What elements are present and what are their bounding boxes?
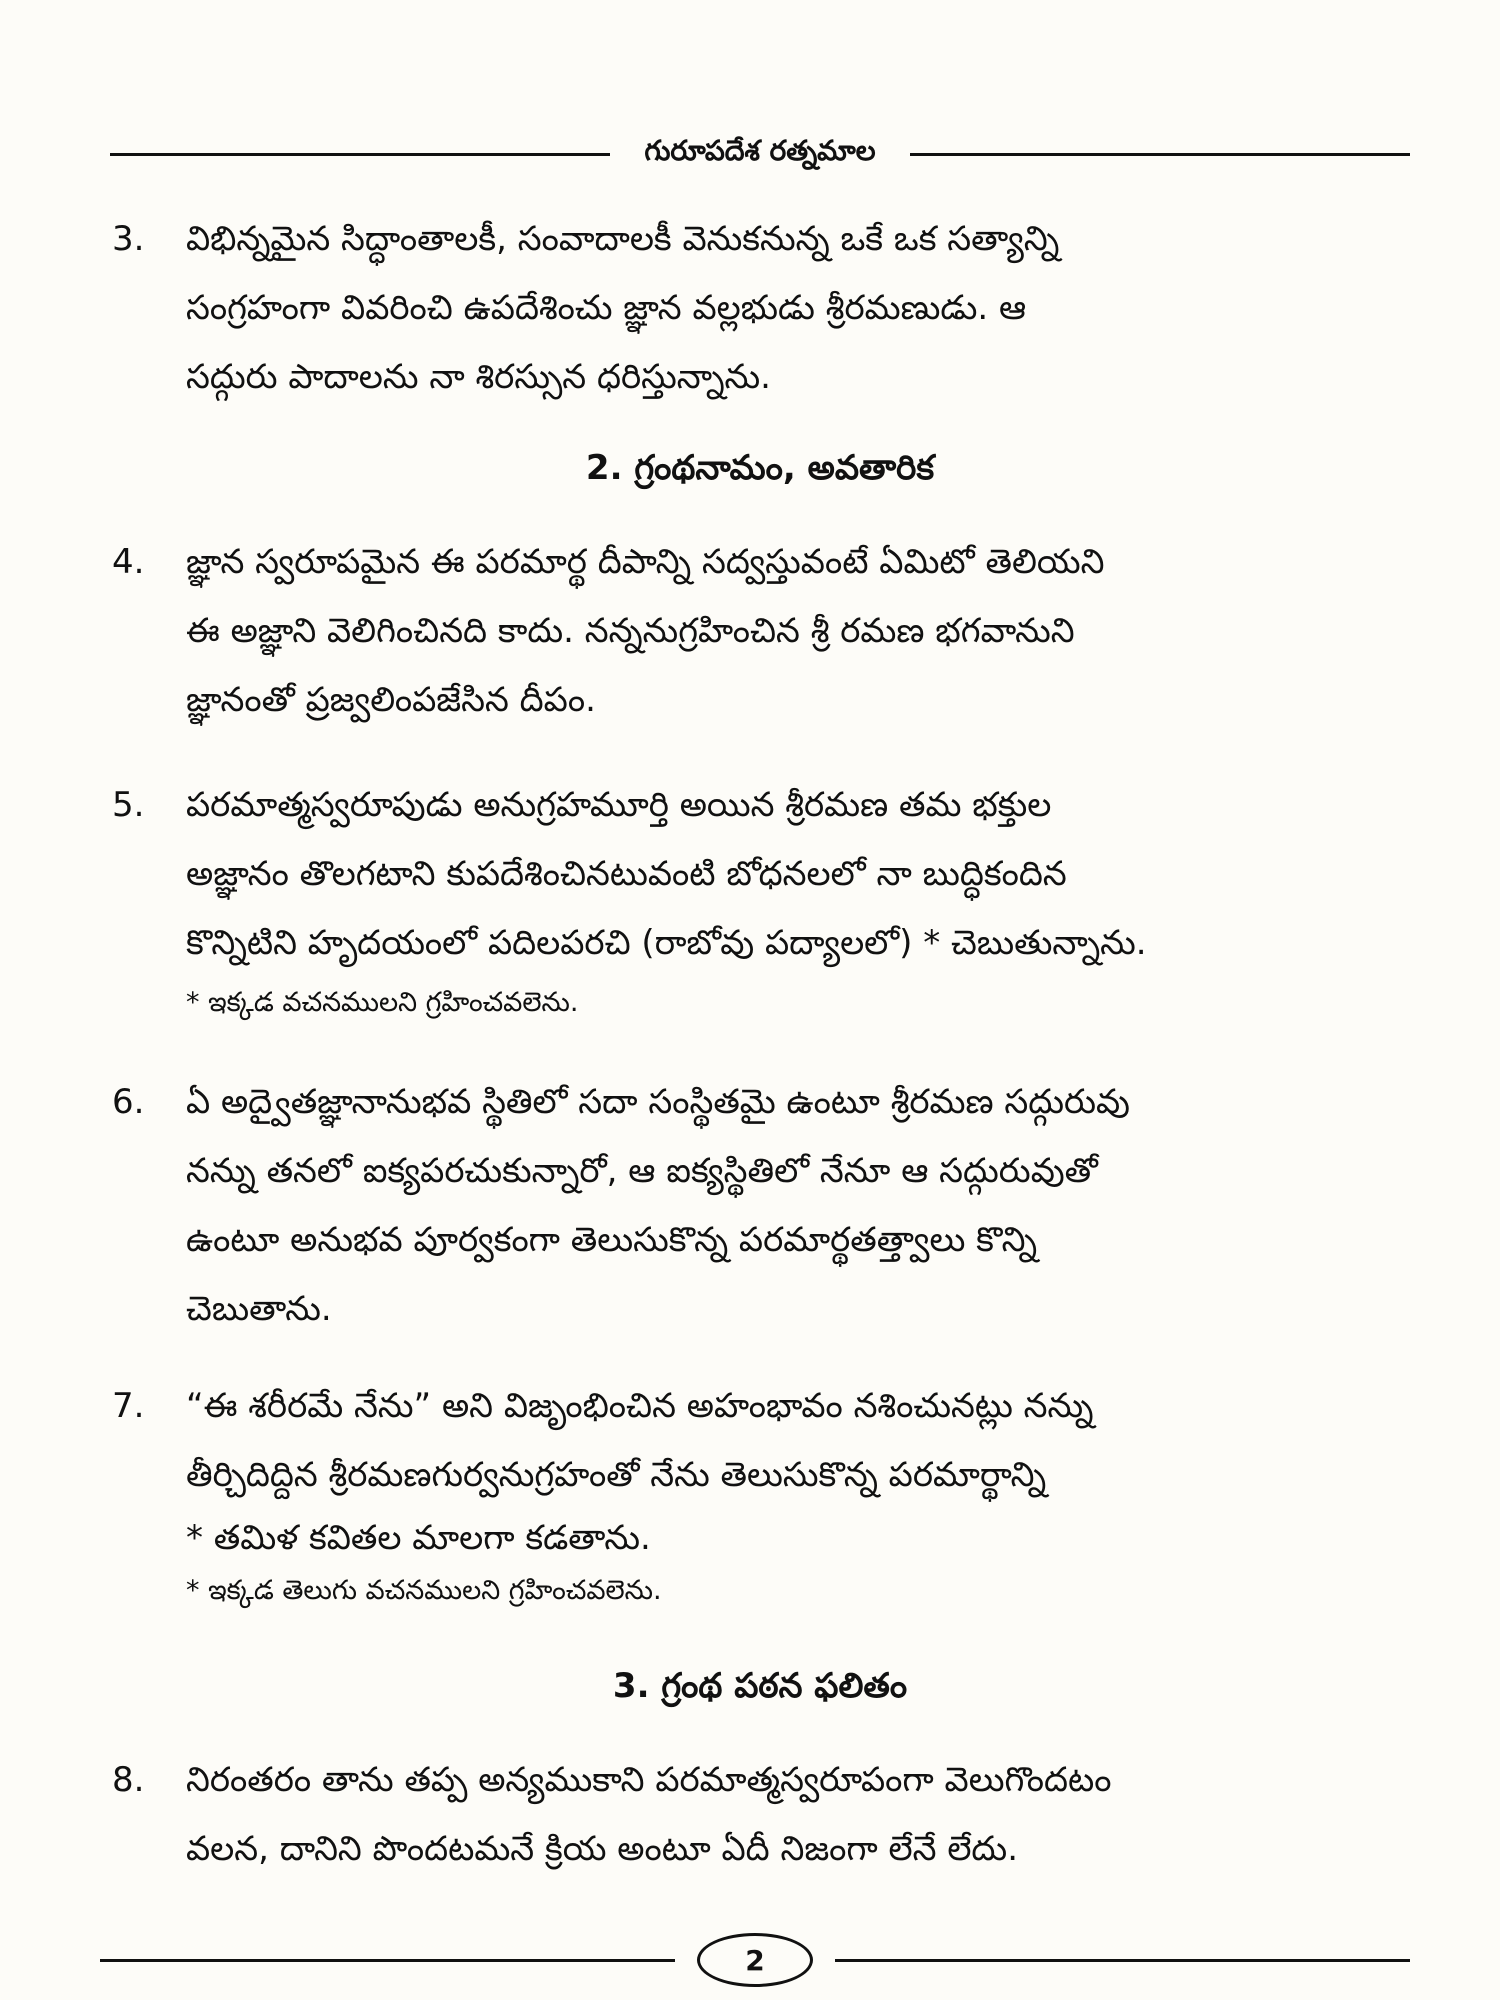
verse-line: జ్ఞాన స్వరూపమైన ఈ పరమార్థ దీపాన్ని సద్వస్తువంటే ఏమిటో తెలియని bbox=[186, 542, 1105, 582]
verse-number: 4. bbox=[112, 542, 145, 582]
verse-8 bbox=[100, 1746, 1420, 1884]
verse-line: తీర్చిదిద్దిన శ్రీరమణగుర్వనుగ్రహంతో నేను తెలుసుకొన్న పరమార్థాన్ని bbox=[186, 1455, 1047, 1495]
verse-number: 8. bbox=[112, 1760, 145, 1800]
verse-line: సంగ్రహంగా వివరించి ఉపదేశించు జ్ఞాన వల్లభుడు శ్రీరమణుడు. ఆ bbox=[186, 288, 1027, 328]
verse-number: 5. bbox=[112, 785, 145, 825]
verse-line: పరమాత్మస్వరూపుడు అనుగ్రహమూర్తి అయిన శ్రీరమణ తమ భక్తుల bbox=[186, 785, 1052, 825]
verse-line: అజ్ఞానం తొలగటాని కుపదేశించినటువంటి బోధనలలో నా బుద్ధికందిన bbox=[186, 854, 1067, 894]
verse-text bbox=[186, 205, 1420, 412]
verse-text bbox=[186, 771, 1420, 1028]
running-header-title: గురూపదేశ రత్నమాల bbox=[644, 134, 876, 167]
verse-line: జ్ఞానంతో ప్రజ్వలింపజేసిన దీపం. bbox=[186, 680, 596, 720]
verse-4 bbox=[100, 528, 1420, 735]
footnote: * ఇక్కడ వచనములని గ్రహించవలెను. bbox=[186, 987, 579, 1018]
verse-5 bbox=[100, 771, 1420, 1028]
page-footer bbox=[100, 1932, 1410, 1988]
running-header bbox=[110, 132, 1410, 176]
verse-number: 3. bbox=[112, 219, 145, 259]
section-heading: 3. గ్రంథ పఠన ఫలితం bbox=[612, 1666, 908, 1706]
verse-text bbox=[186, 1068, 1420, 1344]
verse-text bbox=[186, 1372, 1420, 1616]
footnote: * ఇక్కడ తెలుగు వచనములని గ్రహించవలెను. bbox=[186, 1575, 662, 1606]
verse-line: నిరంతరం తాను తప్ప అన్యముకాని పరమాత్మస్వరూపంగా వెలుగొందటం bbox=[186, 1760, 1112, 1800]
verse-text bbox=[186, 528, 1420, 735]
verse-line: సద్గురు పాదాలను నా శిరస్సున ధరిస్తున్నాను. bbox=[186, 357, 771, 397]
header-rule-left bbox=[110, 153, 610, 156]
verse-line: నన్ను తనలో ఐక్యపరచుకున్నారో, ఆ ఐక్యస్థితిలో నేనూ ఆ సద్గురువుతో bbox=[186, 1151, 1098, 1191]
footer-rule-right bbox=[835, 1959, 1410, 1962]
verse-number: 6. bbox=[112, 1082, 145, 1122]
page-number: 2 bbox=[697, 1933, 813, 1987]
verse-line: కొన్నిటిని హృదయంలో పదిలపరచి (రాబోవు పద్యాలలో) * చెబుతున్నాను. bbox=[186, 923, 1147, 963]
verse-line: ఈ అజ్ఞాని వెలిగించినది కాదు. నన్ననుగ్రహించిన శ్రీ రమణ భగవానుని bbox=[186, 611, 1075, 651]
verse-line: “ఈ శరీరమే నేను” అని విజృంభించిన అహంభావం నశించునట్లు నన్ను bbox=[186, 1386, 1094, 1426]
page-body bbox=[100, 205, 1420, 1884]
verse-line: ఏ అద్వైతజ్ఞానానుభవ స్థితిలో సదా సంస్థితమై ఉంటూ శ్రీరమణ సద్గురువు bbox=[186, 1082, 1130, 1122]
section-heading: 2. గ్రంథనామం, అవతారిక bbox=[585, 448, 935, 488]
header-rule-right bbox=[910, 153, 1410, 156]
verse-number: 7. bbox=[112, 1386, 145, 1426]
verse-line: ఉంటూ అనుభవ పూర్వకంగా తెలుసుకొన్న పరమార్థతత్త్వాలు కొన్ని bbox=[186, 1220, 1038, 1260]
verse-line: * తమిళ కవితల మాలగా కడతాను. bbox=[186, 1518, 651, 1558]
verse-text bbox=[186, 1746, 1420, 1884]
verse-3 bbox=[100, 205, 1420, 412]
footer-rule-left bbox=[100, 1959, 675, 1962]
verse-line: వలన, దానిని పొందటమనే క్రియ అంటూ ఏదీ నిజంగా లేనే లేదు. bbox=[186, 1829, 1019, 1869]
verse-line: చెబుతాను. bbox=[186, 1289, 332, 1329]
verse-line: విభిన్నమైన సిద్ధాంతాలకీ, సంవాదాలకీ వెనుకనున్న ఒకే ఒక సత్యాన్ని bbox=[186, 219, 1060, 259]
verse-6 bbox=[100, 1068, 1420, 1344]
verse-7 bbox=[100, 1372, 1420, 1616]
